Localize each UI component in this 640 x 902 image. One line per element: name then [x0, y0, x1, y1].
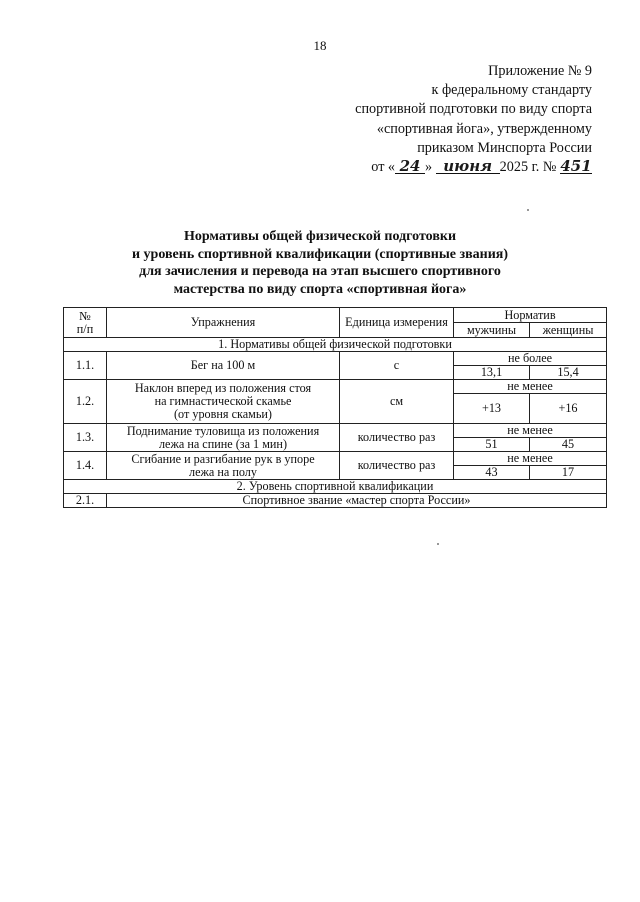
section-title: 2. Уровень спортивной квалификации: [64, 480, 607, 494]
handwritten-order-number: 451: [560, 157, 592, 176]
row-men-value: 13,1: [454, 366, 530, 380]
header-num: № п/п: [64, 308, 107, 338]
section-row: [64, 480, 607, 494]
row-women-value: 15,4: [530, 366, 607, 380]
appendix-header: [355, 62, 592, 177]
row-exercise: Наклон вперед из положения стоя на гимнастической скамье (от уровня скамьи): [107, 380, 340, 424]
row-unit: см: [340, 380, 454, 424]
scan-speck: [527, 209, 529, 211]
title-line: Нормативы общей физической подготовки: [183, 229, 457, 244]
appendix-line: спортивной подготовки по виду спорта: [355, 101, 592, 118]
document-title: [0, 228, 640, 298]
header-men: мужчины: [454, 323, 530, 338]
header-norm: Норматив: [454, 308, 607, 323]
row-men-value: 43: [454, 466, 530, 480]
row-condition: не менее: [454, 424, 607, 438]
appendix-title: Приложение № 9: [488, 63, 592, 79]
table-row: [64, 424, 607, 438]
title-line: для зачисления и перевода на этап высшего спортивного: [139, 264, 501, 279]
row-condition: не менее: [454, 452, 607, 466]
norms-table: [63, 307, 607, 508]
row-exercise: Сгибание и разгибание рук в упоре лежа на полу: [107, 452, 340, 480]
section-title: 1. Нормативы общей физической подготовки: [64, 338, 607, 352]
handwritten-day: 24: [395, 159, 425, 174]
row-condition: не менее: [454, 380, 607, 394]
date-prefix: от «: [371, 159, 396, 176]
row-exercise: Бег на 100 м: [107, 352, 340, 380]
row-exercise: Поднимание туловища из положения лежа на спине (за 1 мин): [107, 424, 340, 452]
date-year: 2025 г. №: [499, 159, 557, 176]
row-men-value: +13: [454, 394, 530, 424]
date-quote-close: »: [425, 159, 433, 176]
scan-speck: [437, 543, 439, 545]
row-num: 1.2.: [64, 380, 107, 424]
row-women-value: 17: [530, 466, 607, 480]
row-men-value: 51: [454, 438, 530, 452]
row-women-value: +16: [530, 394, 607, 424]
table-row: [64, 380, 607, 394]
table-row: [64, 352, 607, 366]
row-unit: количество раз: [340, 452, 454, 480]
order-date-line: [355, 158, 592, 177]
table-header-row: [64, 308, 607, 323]
table-row: [64, 494, 607, 508]
page-number: 18: [313, 38, 327, 53]
header-women: женщины: [530, 323, 607, 338]
appendix-line: к федеральному стандарту: [431, 82, 592, 99]
row-unit: количество раз: [340, 424, 454, 452]
section-row: [64, 338, 607, 352]
row-num: 1.1.: [64, 352, 107, 380]
title-line: мастерства по виду спорта «спортивная йога»: [173, 281, 467, 297]
appendix-line: «спортивная йога», утвержденному: [376, 120, 592, 137]
table-row: [64, 452, 607, 466]
row-unit: с: [340, 352, 454, 380]
row-num: 1.4.: [64, 452, 107, 480]
title-line: и уровень спортивной квалификации (спортивные звания): [131, 246, 509, 262]
row-condition: не более: [454, 352, 607, 366]
row-title-value: Спортивное звание «мастер спорта России»: [107, 494, 607, 508]
row-num: 1.3.: [64, 424, 107, 452]
row-num: 2.1.: [64, 494, 107, 508]
row-women-value: 45: [530, 438, 607, 452]
appendix-line: приказом Минспорта России: [417, 139, 592, 156]
header-exercise: Упражнения: [107, 308, 340, 338]
handwritten-month: июня: [436, 159, 500, 174]
header-unit: Единица измерения: [340, 308, 454, 338]
